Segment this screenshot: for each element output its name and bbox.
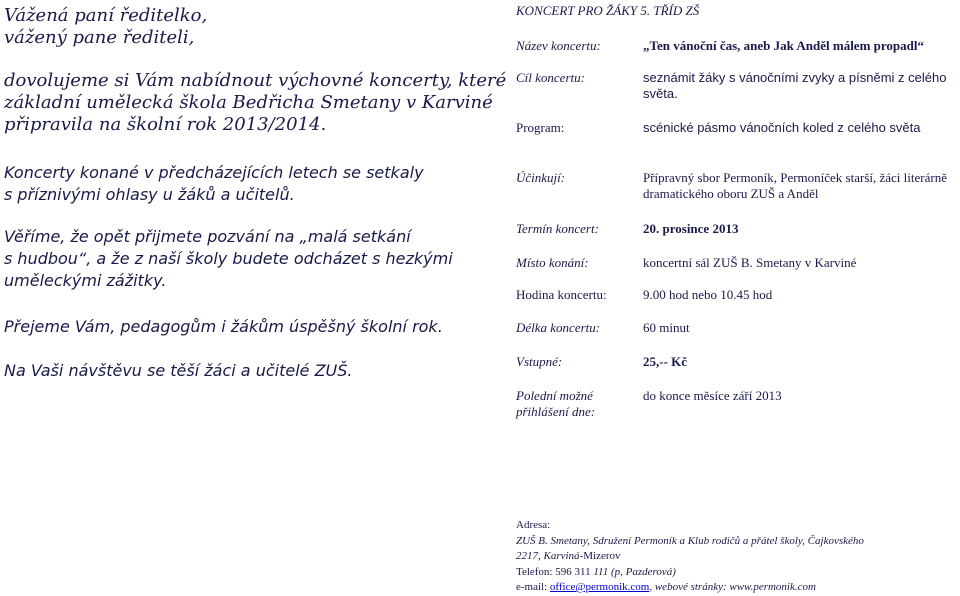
address-street-district: -Mizerov: [579, 550, 621, 562]
field-value: Přípravný sbor Permoník, Permoníček starší, žáci literárně dramatického oboru ZUŠ a Anděl: [643, 170, 947, 201]
address-block: [516, 518, 956, 596]
field-value: do konce měsíce září 2013: [643, 388, 782, 403]
greeting-line-2: vážený pane řediteli,: [4, 27, 195, 48]
address-street-main: 2217, Karviná: [516, 550, 580, 562]
field-label: Program:: [516, 120, 565, 135]
address-label: Adresa:: [516, 519, 551, 531]
belief-paragraph: [4, 226, 474, 292]
field-label: Místo konání:: [516, 255, 589, 270]
email-label: e-mail:: [516, 581, 550, 593]
invitation-paragraph: [4, 70, 507, 136]
field-label: Polední možné přihlášení dne:: [516, 388, 596, 419]
invitation-line: dovolujeme si Vám nabídnout výchovné koncerty, které: [4, 70, 507, 91]
address-contact: [516, 580, 956, 596]
wish-paragraph: Přejeme Vám, pedagogům i žákům úspěšný školní rok.: [4, 317, 443, 336]
field-label: Název koncertu:: [516, 38, 601, 53]
greeting: [4, 5, 474, 49]
invitation-line: připravila na školní rok 2013/2014.: [4, 114, 327, 135]
invitation-line: základní umělecká škola Bedřicha Smetany v Karviné: [4, 92, 493, 113]
field-value: 20. prosince 2013: [643, 221, 739, 236]
past-concerts-line: Koncerty konané v předcházejících letech se setkaly: [4, 163, 424, 182]
field-label: Vstupné:: [516, 354, 563, 369]
belief-line: Věříme, že opět přijmete pozvání na „malá setkání: [4, 227, 411, 246]
field-label: Cíl koncertu:: [516, 70, 585, 85]
field-value: seznámit žáky s vánočními zvyky a písněmi z celého světa.: [643, 70, 947, 101]
greeting-line-1: Vážená paní ředitelko,: [4, 5, 208, 26]
address-phone: [516, 565, 956, 581]
phone-number: Telefon: 596 311: [516, 565, 594, 578]
address-org: ZUŠ B. Smetany, Sdružení Permoník a Klub rodičů a přátel školy, Čajkovského: [516, 534, 864, 547]
field-value: 60 minut: [643, 320, 690, 335]
field-value: „Ten vánoční čas, aneb Jak Anděl málem propadl“: [643, 38, 924, 53]
belief-line: uměleckými zážitky.: [4, 271, 167, 290]
visit-paragraph: Na Vaši návštěvu se těší žáci a učitelé ZUŠ.: [4, 361, 353, 380]
field-label: Účinkují:: [516, 170, 566, 185]
address-street: [516, 549, 956, 565]
field-value: 25,-- Kč: [643, 354, 688, 369]
field-label: Délka koncertu:: [516, 320, 601, 335]
phone-contact: 111 (p, Pazderová): [593, 565, 676, 578]
field-value: scénické pásmo vánočních koled z celého světa: [643, 120, 921, 135]
concert-heading: KONCERT PRO ŽÁKY 5. TŘÍD ZŠ: [516, 3, 700, 18]
past-concerts-line: s příznivými ohlasy u žáků a učitelů.: [4, 185, 295, 204]
email-link[interactable]: office@permonik.com: [549, 581, 650, 593]
field-label: Hodina koncertu:: [516, 287, 607, 302]
belief-line: s hudbou“, a že z naší školy budete odcházet s hezkými: [4, 249, 453, 268]
field-label: Termín koncert:: [516, 221, 599, 236]
past-concerts-paragraph: [4, 162, 474, 206]
website-text: , webové stránky: www.permonik.com: [649, 581, 816, 593]
field-value: 9.00 hod nebo 10.45 hod: [643, 287, 773, 302]
field-value: koncertní sál ZUŠ B. Smetany v Karviné: [643, 255, 857, 270]
